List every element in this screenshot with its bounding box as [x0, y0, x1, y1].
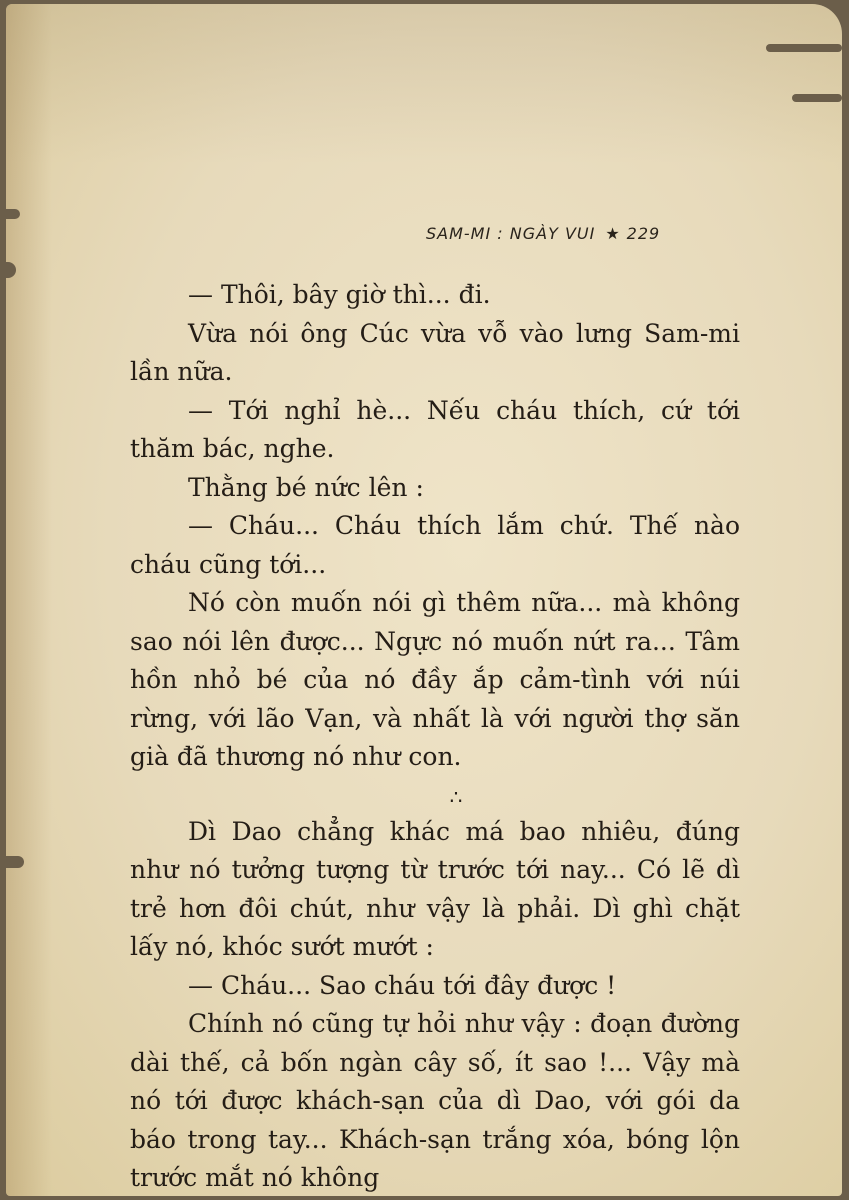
- book-page: [6, 4, 842, 1196]
- paragraph: — Thôi, bây giờ thì... đi.: [188, 280, 491, 309]
- star-icon: ★: [605, 224, 621, 243]
- body-text: [130, 276, 740, 1196]
- page-number: 229: [626, 224, 661, 243]
- running-header: [426, 224, 660, 243]
- page-tear: [766, 44, 842, 52]
- paragraph: — Cháu... Sao cháu tới đây được !: [188, 970, 617, 1000]
- paragraph: — Cháu... Cháu thích lắm chứ. Thế nào cháu cũng tới...: [130, 511, 740, 579]
- page-tear: [6, 856, 24, 868]
- paragraph: Chính nó cũng tự hỏi như vậy : đoạn đường dài thế, cả bốn ngàn cây số, ít sao !... Vậy mà nó tới được khách-sạn của dì Dao, với gói da báo trong tay... Khách-sạn trắng xóa, bóng lộn trước mắt nó không: [130, 1009, 740, 1192]
- page-tear: [6, 262, 16, 278]
- paragraph: Thằng bé nức lên :: [188, 472, 424, 502]
- paragraph: Nó còn muốn nói gì thêm nữa... mà không sao nói lên được... Ngực nó muốn nứt ra... Tâm hồn nhỏ bé của nó đầy ắp cảm-tình với núi rừng, với lão Vạn, và nhất là với người thợ săn già đã thương nó như con.: [130, 588, 740, 771]
- paragraph: — Tới nghỉ hè... Nếu cháu thích, cứ tới thăm bác, nghe.: [130, 395, 740, 463]
- running-title: SAM-MI : NGÀY VUI: [426, 224, 596, 243]
- page-tear: [6, 209, 20, 219]
- page-tear: [792, 94, 842, 102]
- paragraph: Dì Dao chẳng khác má bao nhiêu, đúng như nó tưởng tượng từ trước tới nay... Có lẽ dì trẻ hơn đôi chút, như vậy là phải. Dì ghì chặt lấy nó, khóc sướt mướt :: [130, 816, 740, 961]
- paragraph: Vừa nói ông Cúc vừa vỗ vào lưng Sam-mi lần nữa.: [130, 318, 740, 386]
- section-separator: ∴: [449, 784, 461, 809]
- page-stain: [6, 4, 842, 164]
